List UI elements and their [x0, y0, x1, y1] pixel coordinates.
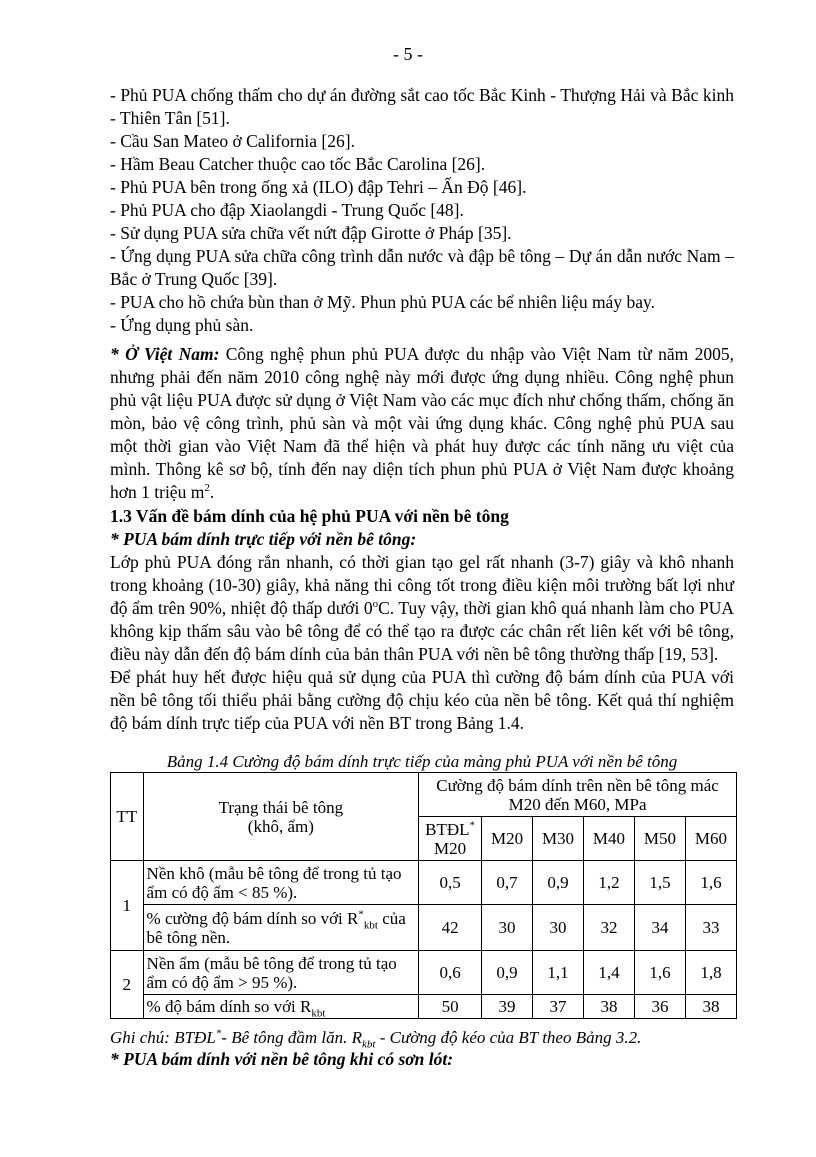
- table-cell: 0,6: [419, 951, 482, 995]
- header-col: M50: [634, 817, 685, 861]
- table-cell: 1,4: [584, 951, 635, 995]
- vietnam-end: .: [209, 482, 215, 502]
- page-number: - 5 -: [393, 44, 423, 64]
- table-cell: 37: [533, 995, 584, 1019]
- note-c: - Cường độ kéo của BT theo Bảng 3.2.: [375, 1028, 642, 1047]
- table-cell: 0,9: [482, 951, 533, 995]
- list-item: - Phủ PUA chống thấm cho dự án đường sắt cao tốc Bắc Kinh - Thượng Hải và Bắc kinh - Thiên Tân [51].: [110, 85, 734, 128]
- list-item: - Ứng dụng phủ sàn.: [110, 315, 254, 335]
- table-cell: 42: [419, 905, 482, 951]
- table-cell: 1,6: [685, 861, 736, 905]
- pct-label-sub: kbt: [363, 918, 378, 931]
- header-btdl-grade: M20: [434, 838, 467, 858]
- pct-label-a: % cường độ bám dính so với R: [146, 908, 359, 928]
- header-btdl-label: BTĐL: [425, 819, 470, 839]
- sub-heading: * PUA bám dính trực tiếp với nền bê tông:: [110, 529, 417, 549]
- table-cell: 32: [584, 905, 635, 951]
- section-heading: 1.3 Vấn đề bám dính của hệ phủ PUA với nền bê tông: [110, 506, 509, 526]
- table-cell: 0,9: [533, 861, 584, 905]
- table-row: [111, 905, 737, 951]
- vietnam-paragraph: [110, 343, 734, 504]
- paragraph-2: Để phát huy hết được hiệu quả sử dụng của PUA thì cường độ bám dính của PUA với nền bê tông tối thiểu phải bằng cường độ chịu kéo của nền bê tông. Kết quả thí nghiệm độ bám dính trực tiếp của PUA với nền BT trong Bảng 1.4.: [110, 667, 734, 733]
- table-row: [111, 951, 737, 995]
- final-subheading: * PUA bám dính với nền bê tông khi có sơn lót:: [110, 1049, 454, 1069]
- table-cell: 36: [634, 995, 685, 1019]
- table-row: [111, 861, 737, 905]
- header-group: Cường độ bám dính trên nền bê tông mác M20 đến M60, MPa: [419, 773, 737, 817]
- pct-label-a: % độ bám dính so với R: [146, 997, 312, 1016]
- header-state-line-2: (khô, ẩm): [247, 816, 314, 836]
- header-btdl: [419, 817, 482, 861]
- header-col: M30: [533, 817, 584, 861]
- project-list: [110, 84, 734, 337]
- note-sub: kbt: [361, 1038, 376, 1051]
- pct-label-star: *: [358, 907, 364, 920]
- list-item: - Phủ PUA cho đập Xiaolangdi - Trung Quốc [48].: [110, 200, 464, 220]
- row-pct-label: [143, 905, 419, 951]
- table-cell: 38: [584, 995, 635, 1019]
- table-cell: 30: [482, 905, 533, 951]
- list-item: - Ứng dụng PUA sửa chữa công trình dẫn nước và đập bê tông – Dự án dẫn nước Nam – Bắc ở Trung Quốc [39].: [110, 246, 734, 289]
- header-tt: TT: [111, 773, 144, 861]
- table-cell: 0,7: [482, 861, 533, 905]
- table-note: [110, 1027, 734, 1051]
- header-col: M40: [584, 817, 635, 861]
- list-item: - Hầm Beau Catcher thuộc cao tốc Bắc Carolina [26].: [110, 154, 486, 174]
- paragraph-1-a: Lớp phủ PUA đóng rắn nhanh, có thời gian tạo gel rất nhanh (3-7) giây và khô nhanh trong khoảng (10-30) giây, khả năng thi công tốt trong điều kiện môi trường bất lợi như độ ẩm trên 90%, nhiệt độ thấp dưới 0: [110, 552, 734, 618]
- table-caption: Bảng 1.4 Cường độ bám dính trực tiếp của màng phủ PUA với nền bê tông: [166, 752, 678, 771]
- table-cell: 34: [634, 905, 685, 951]
- paragraph-1: [110, 551, 734, 666]
- pct-label-sub: kbt: [311, 1007, 326, 1020]
- note-a: Ghi chú: BTĐL: [110, 1028, 216, 1047]
- list-item: - Cầu San Mateo ở California [26].: [110, 131, 355, 151]
- table-cell: 1,2: [584, 861, 635, 905]
- pct-label-b: của bê tông nền.: [146, 908, 406, 947]
- table-cell: 38: [685, 995, 736, 1019]
- note-star: *: [215, 1027, 222, 1040]
- table-cell: 0,5: [419, 861, 482, 905]
- unit-superscript: 2: [204, 482, 210, 495]
- paragraph-1-b: C. Tuy vậy, thời gian khô quá nhanh làm cho PUA không kịp thấm sâu vào bê tông để có thể tạo ra được các chân rết liên kết với bê tông, điều này dẫn đến độ bám dính của bản thân PUA với nền bê tông thường thấp [19, 53].: [110, 598, 734, 664]
- list-item: - Sử dụng PUA sửa chữa vết nứt đập Girotte ở Pháp [35].: [110, 223, 512, 243]
- header-state: [143, 773, 419, 861]
- table-cell: 1,8: [685, 951, 736, 995]
- table-header-row: [111, 773, 737, 817]
- header-col: M20: [482, 817, 533, 861]
- table-cell: 1,1: [533, 951, 584, 995]
- row-label: Nền khô (mẫu bê tông để trong tủ tạo ẩm có độ ẩm < 85 %).: [143, 861, 419, 905]
- vietnam-text: Công nghệ phun phủ PUA được du nhập vào Việt Nam từ năm 2005, nhưng phải đến năm 2010 công nghệ này mới được ứng dụng nhiều. Công nghệ phun phủ vật liệu PUA được sử dụng ở Việt Nam vào các mục đích như chống thấm, chống ăn mòn, bảo vệ công trình, phủ sàn và một vài ứng dụng khác. Công nghệ phủ PUA sau một thời gian vào Việt Nam đã thể hiện và phát huy được các tính năng ưu việt của mình. Thông kê sơ bộ, tính đến nay diện tích phun phủ PUA ở Việt Nam được khoảng hơn 1 triệu m: [110, 344, 734, 502]
- degree-superscript: o: [372, 598, 379, 611]
- table-cell: 1,5: [634, 861, 685, 905]
- row-pct-label: [143, 995, 419, 1019]
- list-item: - Phủ PUA bên trong ống xả (ILO) đập Tehri – Ấn Độ [46].: [110, 177, 527, 197]
- list-item: - PUA cho hồ chứa bùn than ở Mỹ. Phun phủ PUA các bể nhiên liệu máy bay.: [110, 292, 655, 312]
- table-cell: 50: [419, 995, 482, 1019]
- header-btdl-star: *: [469, 818, 476, 831]
- table-cell: 1,6: [634, 951, 685, 995]
- row-tt: 2: [111, 951, 144, 1019]
- vietnam-lead: * Ở Việt Nam:: [110, 344, 220, 364]
- table-row: [111, 995, 737, 1019]
- adhesion-table: [110, 772, 737, 1019]
- section-1-3: [110, 505, 734, 735]
- row-tt: 1: [111, 861, 144, 951]
- row-label: Nền ẩm (mẫu bê tông để trong tủ tạo ẩm có độ ẩm > 95 %).: [143, 951, 419, 995]
- table-cell: 30: [533, 905, 584, 951]
- table-cell: 33: [685, 905, 736, 951]
- header-state-line-1: Trạng thái bê tông: [218, 797, 344, 817]
- header-col: M60: [685, 817, 736, 861]
- note-b: - Bê tông đầm lăn. R: [221, 1028, 362, 1047]
- table-cell: 39: [482, 995, 533, 1019]
